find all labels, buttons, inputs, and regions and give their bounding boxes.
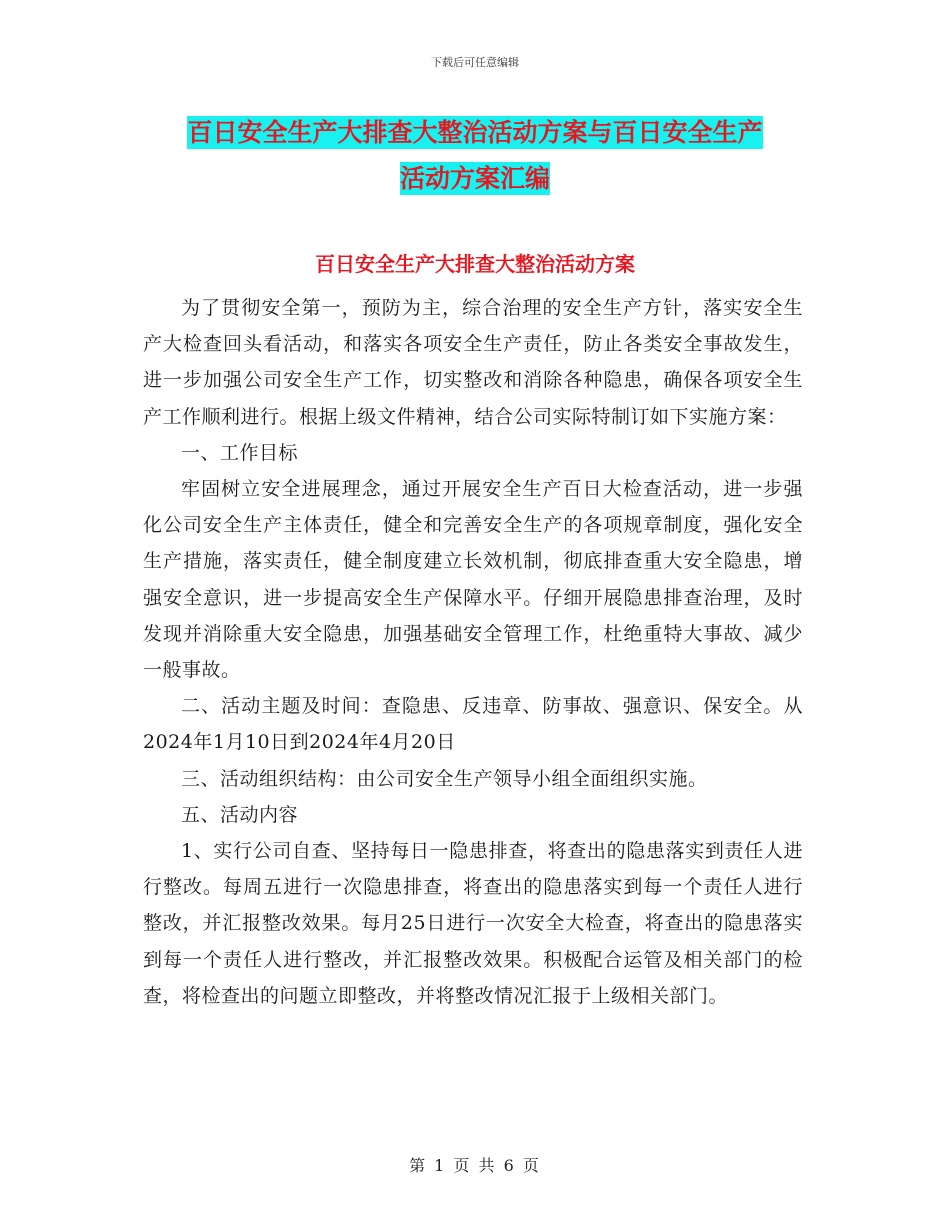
paragraph-heading-content: 五、活动内容 [181, 803, 299, 826]
paragraph-content-1: 1、实行公司自查、坚持每日一隐患排查，将查出的隐患落实到责任人进行整改。每周五进行一次隐患排查，将查出的隐患落实到每一个责任人进行整改，并汇报整改效果。每月25日进行一次安全大检查，将查出的隐患落实到每一个责任人进行整改，并汇报整改效果。积极配合运管及相关部门的检查，将检查出的问题立即整改，并将整改情况汇报于上级相关部门。 [143, 840, 803, 1007]
header-note: 下载后可任意编辑 [431, 56, 519, 69]
paragraph-goals: 牢固树立安全进展理念，通过开展安全生产百日大检查活动，进一步强化公司安全生产主体责任，健全和完善安全生产的各项规章制度，强化安全生产措施，落实责任，健全制度建立长效机制，彻底排查重大安全隐患，增强安全意识，进一步提高安全生产保障水平。仔细开展隐患排查治理，及时发现并消除重大安全隐患，加强基础安全管理工作，杜绝重特大事故、减少一般事故。 [143, 478, 803, 682]
title-line-2: 活动方案汇编 [399, 164, 550, 193]
paragraph-intro: 为了贯彻安全第一，预防为主，综合治理的安全生产方针，落实安全生产大检查回头看活动，和落实各项安全生产责任，防止各类安全事故发生，进一步加强公司安全生产工作，切实整改和消除各种隐患，确保各项安全生产工作顺利进行。根据上级文件精神，结合公司实际特制订如下实施方案： [143, 297, 803, 428]
title-line-1: 百日安全生产大排查大整治活动方案与百日安全生产 [187, 118, 763, 147]
section-title: 百日安全生产大排查大整治活动方案 [315, 252, 635, 276]
page-footer: 第 1 页 共 6 页 [409, 1156, 541, 1175]
paragraph-organization: 三、活动组织结构：由公司安全生产领导小组全面组织实施。 [181, 767, 708, 790]
document-title [0, 110, 950, 202]
paragraph-theme-time: 二、活动主题及时间：查隐患、反违章、防事故、强意识、保安全。从2024年1月10日到2024年4月20日 [143, 695, 803, 754]
paragraph-heading-goals: 一、工作目标 [181, 441, 299, 464]
document-body [143, 290, 803, 1014]
